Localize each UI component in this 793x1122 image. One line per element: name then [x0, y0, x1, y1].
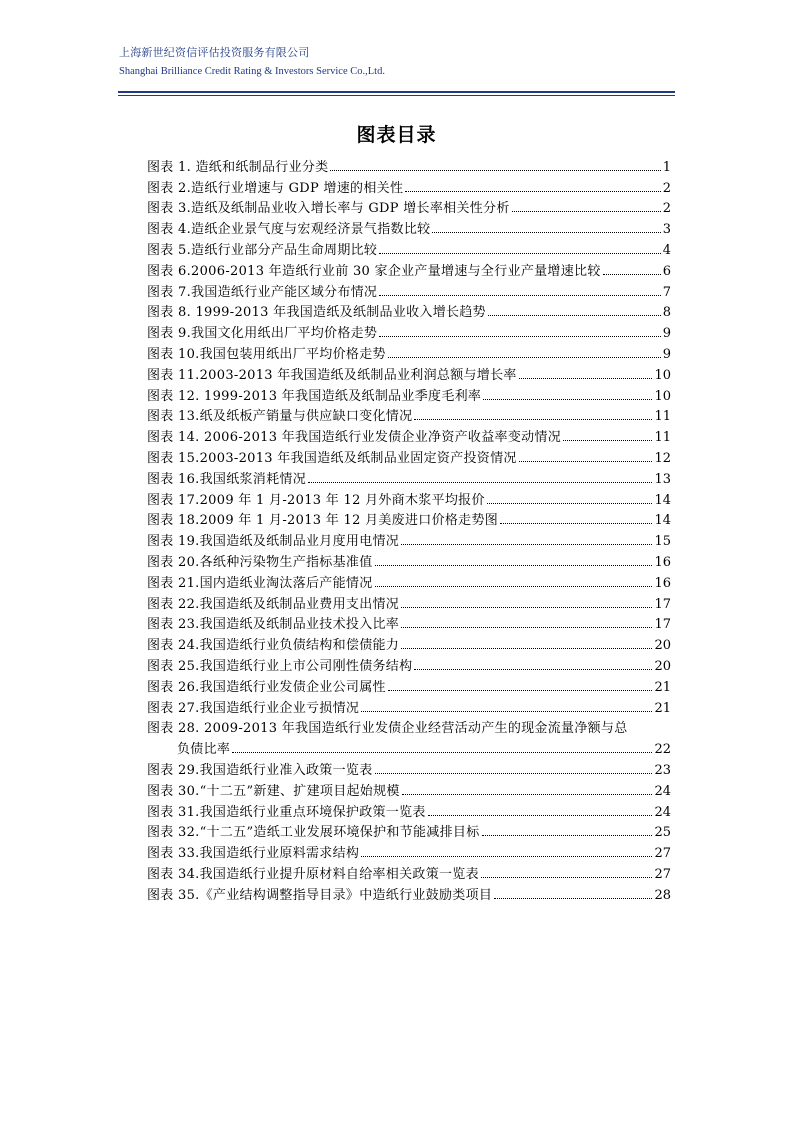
toc-entry-label: 图表 26.我国造纸行业发债企业公司属性	[147, 679, 386, 695]
header-rule-thick	[118, 91, 675, 93]
toc-entry-page: 24	[654, 804, 671, 820]
toc-entry-page: 17	[654, 617, 671, 633]
dot-leader	[603, 274, 661, 275]
company-name-cn: 上海新世纪资信评估投资服务有限公司	[119, 46, 310, 59]
toc-entry[interactable]	[147, 570, 671, 591]
toc-entry[interactable]	[147, 508, 671, 529]
dot-leader	[401, 648, 652, 649]
toc-entry[interactable]	[147, 404, 671, 425]
toc-entry-page: 2	[662, 180, 671, 196]
dot-leader	[375, 565, 653, 566]
toc-entry-page: 23	[654, 762, 671, 778]
toc-entry[interactable]	[147, 882, 671, 903]
toc-entry-page: 12	[654, 450, 671, 466]
toc-entry[interactable]	[147, 840, 671, 861]
toc-entry[interactable]	[147, 612, 671, 633]
toc-entry[interactable]	[147, 383, 671, 404]
toc-entry-page: 22	[654, 742, 671, 758]
toc-entry-label: 图表 18.2009 年 1 月-2013 年 12 月美废进口价格走势图	[147, 513, 499, 529]
toc-entry-page: 16	[654, 554, 671, 570]
dot-leader	[375, 773, 653, 774]
toc-entry-label: 图表 19.我国造纸及纸制品业月度用电情况	[147, 534, 400, 550]
toc-entry-label: 图表 29.我国造纸行业准入政策一览表	[147, 762, 373, 778]
toc-entry-label: 图表 13.纸及纸板产销量与供应缺口变化情况	[147, 409, 413, 425]
toc-entry-label-cont: 负债比率	[177, 742, 231, 758]
toc-entry[interactable]	[147, 154, 671, 175]
dot-leader	[563, 440, 652, 441]
toc-entry[interactable]	[147, 341, 671, 362]
toc-entry-label: 图表 35.《产业结构调整指导目录》中造纸行业鼓励类项目	[147, 887, 493, 903]
dot-leader	[379, 336, 660, 337]
toc-entry-page: 20	[654, 638, 671, 654]
toc-entry-label: 图表 6.2006-2013 年造纸行业前 30 家企业产量增速与全行业产量增速比较	[147, 263, 601, 279]
toc-entry[interactable]	[147, 674, 671, 695]
toc-entry-label: 图表 17.2009 年 1 月-2013 年 12 月外商木浆平均报价	[147, 492, 485, 508]
toc-entry-label: 图表 11.2003-2013 年我国造纸及纸制品业利润总额与增长率	[147, 367, 517, 383]
toc-entry-page: 1	[662, 159, 671, 175]
toc-entry-page: 25	[654, 825, 671, 841]
toc-entry-page: 11	[654, 430, 671, 446]
toc-entry[interactable]	[147, 778, 671, 799]
dot-leader	[487, 503, 653, 504]
toc-entry-page: 24	[654, 783, 671, 799]
toc-entry-label: 图表 30.“十二五”新建、扩建项目起始规模	[147, 783, 400, 799]
toc-entry-label: 图表 15.2003-2013 年我国造纸及纸制品业固定资产投资情况	[147, 450, 517, 466]
toc-entry-label: 图表 9.我国文化用纸出厂平均价格走势	[147, 326, 378, 342]
dot-leader	[488, 315, 661, 316]
dot-leader	[512, 211, 661, 212]
toc-entry-label: 图表 28. 2009-2013 年我国造纸行业发债企业经营活动产生的现金流量净额与总	[147, 721, 628, 737]
toc-entry-label: 图表 12. 1999-2013 年我国造纸及纸制品业季度毛利率	[147, 388, 482, 404]
toc-entry-page: 14	[654, 492, 671, 508]
toc-entry[interactable]	[147, 528, 671, 549]
dot-leader	[500, 523, 652, 524]
page-title: 图表目录	[356, 124, 437, 146]
dot-leader	[401, 544, 652, 545]
toc-entry-page: 13	[654, 471, 671, 487]
toc-entry-page: 7	[662, 284, 671, 300]
page-header	[119, 46, 385, 79]
dot-leader	[388, 357, 661, 358]
toc-entry-page: 28	[654, 887, 671, 903]
toc-entry-label: 图表 24.我国造纸行业负债结构和偿债能力	[147, 638, 400, 654]
dot-leader	[483, 399, 652, 400]
toc-entry-label: 图表 1. 造纸和纸制品行业分类	[147, 159, 329, 175]
toc-entry-page: 10	[654, 367, 671, 383]
toc-entry-page: 21	[654, 679, 671, 695]
toc-entry-page: 14	[654, 513, 671, 529]
toc-entry-page: 16	[654, 575, 671, 591]
toc-entry[interactable]	[147, 632, 671, 653]
toc-entry[interactable]	[147, 757, 671, 778]
dot-leader	[414, 669, 652, 670]
toc-entry[interactable]	[147, 466, 671, 487]
toc-entry-label: 图表 5.造纸行业部分产品生命周期比较	[147, 242, 378, 258]
toc-entry-page: 2	[662, 201, 671, 217]
dot-leader	[361, 711, 652, 712]
dot-leader	[232, 752, 652, 753]
dot-leader	[405, 191, 660, 192]
dot-leader	[482, 835, 653, 836]
toc-entry-label: 图表 20.各纸种污染物生产指标基准值	[147, 554, 373, 570]
dot-leader	[308, 482, 652, 483]
toc-entry[interactable]	[147, 237, 671, 258]
toc-entry-page: 6	[662, 263, 671, 279]
dot-leader	[330, 170, 660, 171]
toc-entry-page: 11	[654, 409, 671, 425]
toc-entry-continuation[interactable]	[147, 736, 671, 757]
toc-entry[interactable]	[147, 487, 671, 508]
toc-entry-label: 图表 2.造纸行业增速与 GDP 增速的相关性	[147, 180, 404, 196]
dot-leader	[481, 877, 653, 878]
toc-entry[interactable]	[147, 445, 671, 466]
dot-leader	[401, 607, 652, 608]
company-name-en: Shanghai Brilliance Credit Rating & Investors Service Co.,Ltd.	[119, 66, 385, 77]
toc-entry-page: 15	[654, 534, 671, 550]
toc-entry-label: 图表 3.造纸及纸制品业收入增长率与 GDP 增长率相关性分析	[147, 201, 510, 217]
toc-entry[interactable]	[147, 320, 671, 341]
toc-entry-label: 图表 31.我国造纸行业重点环境保护政策一览表	[147, 804, 426, 820]
dot-leader	[432, 232, 660, 233]
toc-entry[interactable]	[147, 216, 671, 237]
dot-leader	[519, 461, 653, 462]
toc-entry-page: 4	[662, 242, 671, 258]
toc-entry-page: 9	[662, 326, 671, 342]
toc-entry-page: 21	[654, 700, 671, 716]
toc-entry[interactable]	[147, 591, 671, 612]
toc-entry[interactable]	[147, 716, 671, 737]
toc-entry-page: 27	[654, 866, 671, 882]
toc-entry-page: 10	[654, 388, 671, 404]
toc-entry[interactable]	[147, 279, 671, 300]
toc-entry-page: 9	[662, 346, 671, 362]
toc-entry[interactable]	[147, 362, 671, 383]
toc-entry-label: 图表 10.我国包装用纸出厂平均价格走势	[147, 346, 386, 362]
toc-entry-label: 图表 8. 1999-2013 年我国造纸及纸制品业收入增长趋势	[147, 305, 486, 321]
toc-entry-page: 8	[662, 305, 671, 321]
toc-entry-label: 图表 21.国内造纸业淘汰落后产能情况	[147, 575, 373, 591]
toc-entry-page: 3	[662, 222, 671, 238]
toc-entry-page: 20	[654, 658, 671, 674]
toc-entry-label: 图表 27.我国造纸行业企业亏损情况	[147, 700, 360, 716]
toc-entry-label: 图表 23.我国造纸及纸制品业技术投入比率	[147, 617, 400, 633]
toc-entry[interactable]	[147, 196, 671, 217]
dot-leader	[494, 898, 652, 899]
dot-leader	[402, 794, 653, 795]
toc-entry[interactable]	[147, 861, 671, 882]
toc-entry-label: 图表 14. 2006-2013 年我国造纸行业发债企业净资产收益率变动情况	[147, 430, 562, 446]
header-rule-thin	[118, 95, 675, 96]
toc-entry[interactable]	[147, 300, 671, 321]
toc-entry-page: 17	[654, 596, 671, 612]
table-of-figures	[147, 154, 671, 903]
dot-leader	[379, 295, 660, 296]
toc-entry[interactable]	[147, 653, 671, 674]
dot-leader	[428, 815, 653, 816]
toc-entry[interactable]	[147, 695, 671, 716]
toc-entry[interactable]	[147, 424, 671, 445]
dot-leader	[414, 419, 652, 420]
toc-entry-label: 图表 22.我国造纸及纸制品业费用支出情况	[147, 596, 400, 612]
toc-entry-page: 27	[654, 846, 671, 862]
toc-entry-label: 图表 25.我国造纸行业上市公司刚性债务结构	[147, 658, 413, 674]
toc-entry[interactable]	[147, 258, 671, 279]
toc-entry-label: 图表 16.我国纸浆消耗情况	[147, 471, 307, 487]
dot-leader	[379, 253, 660, 254]
toc-entry-label: 图表 34.我国造纸行业提升原材料自给率相关政策一览表	[147, 866, 479, 882]
toc-entry[interactable]	[147, 820, 671, 841]
dot-leader	[361, 856, 652, 857]
toc-entry-label: 图表 7.我国造纸行业产能区域分布情况	[147, 284, 378, 300]
toc-entry[interactable]	[147, 799, 671, 820]
dot-leader	[401, 627, 652, 628]
dot-leader	[375, 586, 653, 587]
toc-entry[interactable]	[147, 549, 671, 570]
dot-leader	[519, 378, 653, 379]
toc-entry-label: 图表 4.造纸企业景气度与宏观经济景气指数比较	[147, 222, 431, 238]
dot-leader	[388, 690, 653, 691]
toc-entry[interactable]	[147, 175, 671, 196]
toc-entry-label: 图表 32.“十二五”造纸工业发展环境保护和节能减排目标	[147, 825, 480, 841]
toc-entry-label: 图表 33.我国造纸行业原料需求结构	[147, 846, 360, 862]
